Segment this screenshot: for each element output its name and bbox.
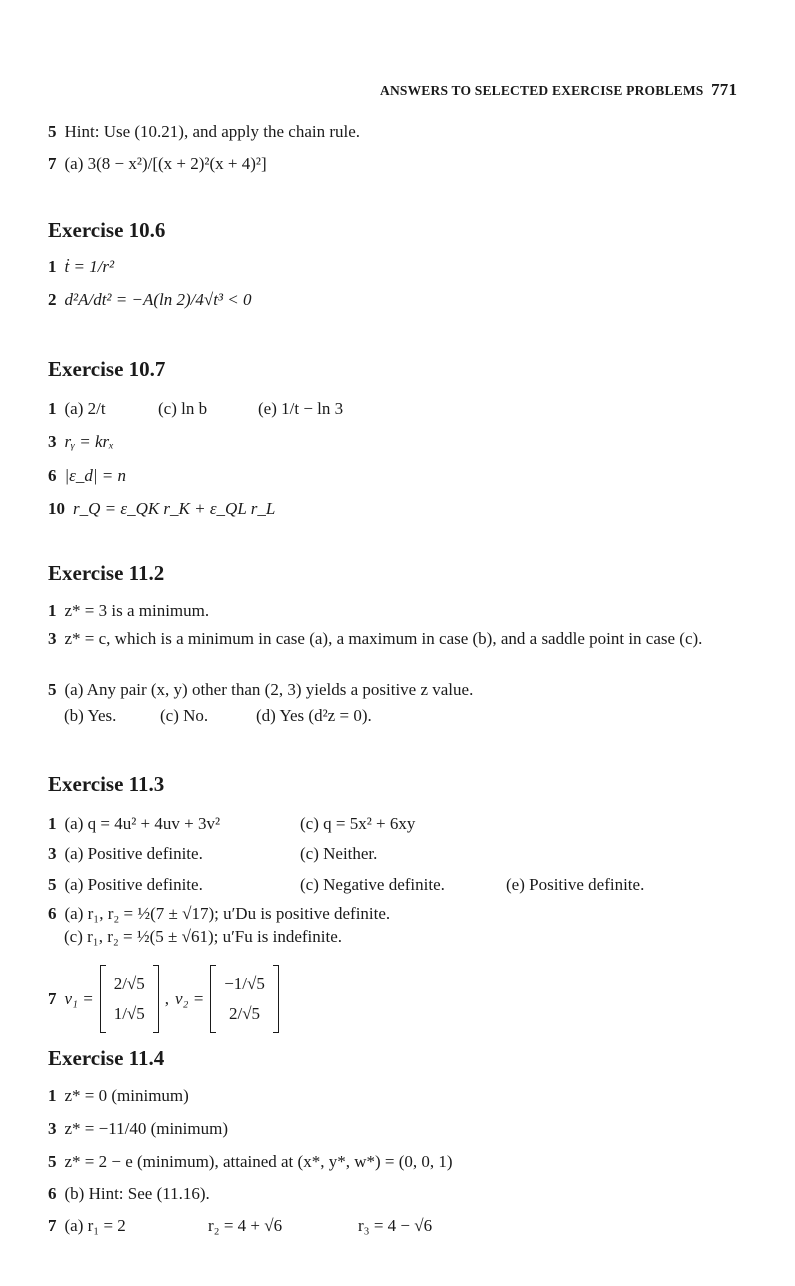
problem-number: 6 xyxy=(48,904,57,923)
section-title: Exercise 11.4 xyxy=(48,1046,165,1070)
answer-line xyxy=(48,498,275,520)
running-title: ANSWERS TO SELECTED EXERCISE PROBLEMS xyxy=(380,83,704,98)
answer-line xyxy=(48,121,360,143)
answer-text: Hint: Use (10.21), and apply the chain rule. xyxy=(64,122,361,141)
part-c: (c) ln b xyxy=(158,399,208,418)
matrix-cell: 2/√5 xyxy=(113,974,145,993)
root-2: r₂ = 4 + √6 xyxy=(208,1216,283,1235)
part-c: (c) No. xyxy=(160,706,209,725)
answer-text: (a) 3(8 − x²)/[(x + 2)²(x + 4)²] xyxy=(64,154,267,173)
section-title: Exercise 10.6 xyxy=(48,218,166,242)
answer-line xyxy=(48,1085,189,1107)
v1-matrix xyxy=(100,965,159,1033)
problem-number: 1 xyxy=(48,257,57,276)
answer-line xyxy=(48,289,252,311)
part-e: (e) 1/t − ln 3 xyxy=(258,399,344,418)
page-number: 771 xyxy=(711,80,738,99)
answer-line xyxy=(48,1183,210,1205)
problem-number: 7 xyxy=(48,989,57,1008)
part-d: (d) Yes (d²z = 0). xyxy=(256,706,372,725)
right-bracket xyxy=(153,965,159,1033)
problem-number: 5 xyxy=(48,680,57,699)
answer-line xyxy=(48,1215,648,1237)
separator: , xyxy=(164,989,169,1008)
answer-text: z* = −11/40 (minimum) xyxy=(64,1119,229,1138)
answer-text: ṫ = 1/r² xyxy=(64,257,115,276)
root-3: r₃ = 4 − √6 xyxy=(358,1216,433,1235)
part-c: (c) q = 5x² + 6xy xyxy=(300,814,416,833)
problem-number: 10 xyxy=(48,499,65,518)
problem-number: 1 xyxy=(48,399,57,418)
section-title: Exercise 11.3 xyxy=(48,772,165,796)
problem-number: 7 xyxy=(48,1216,57,1235)
v2-label: v₂ = xyxy=(175,989,205,1008)
problem-number: 5 xyxy=(48,122,57,141)
part-e: (e) Positive definite. xyxy=(506,875,645,894)
section-title: Exercise 10.7 xyxy=(48,357,166,381)
problem-number: 7 xyxy=(48,154,57,173)
part-c: (c) Neither. xyxy=(300,844,378,863)
part-a: (a) Positive definite. xyxy=(64,875,203,894)
answer-line xyxy=(64,926,342,948)
part-a: (a) q = 4u² + 4uv + 3v² xyxy=(64,814,221,833)
problem-number: 5 xyxy=(48,875,57,894)
part-a: (a) r₁, r₂ = ½(7 ± √17); u′Du is positive definite. xyxy=(64,904,391,923)
problem-number: 1 xyxy=(48,1086,57,1105)
problem-number: 2 xyxy=(48,290,57,309)
part-a: (a) 2/t xyxy=(64,399,106,418)
answer-text: z* = 3 is a minimum. xyxy=(64,601,210,620)
v1-label: v₁ = xyxy=(64,989,94,1008)
problem-number: 3 xyxy=(48,432,57,451)
answer-text: (b) Hint: See (11.16). xyxy=(64,1184,210,1203)
problem-number: 1 xyxy=(48,601,57,620)
answer-text: z* = c, which is a minimum in case (a), a maximum in case (b), and a saddle point in case (c). xyxy=(64,629,703,648)
matrix-cell: 1/√5 xyxy=(113,1004,145,1023)
answer-line xyxy=(48,465,126,487)
answer-line xyxy=(48,843,748,865)
running-head xyxy=(380,80,740,100)
answer-line xyxy=(48,431,114,453)
answer-paragraph xyxy=(48,628,743,649)
answer-line xyxy=(48,398,648,420)
answer-text: z* = 2 − e (minimum), attained at (x*, y*, w*) = (0, 0, 1) xyxy=(64,1152,453,1171)
answer-line xyxy=(48,813,748,835)
problem-number: 5 xyxy=(48,1152,57,1171)
matrix-cell: −1/√5 xyxy=(224,974,265,993)
problem-number: 3 xyxy=(48,1119,57,1138)
part-a: (a) r₁ = 2 xyxy=(64,1216,126,1235)
part-c: (c) r₁, r₂ = ½(5 ± √61); u′Fu is indefinite. xyxy=(64,927,342,946)
problem-number: 3 xyxy=(48,629,57,648)
answer-line xyxy=(48,1118,228,1140)
matrix-cell: 2/√5 xyxy=(228,1004,261,1023)
part-c: (c) Negative definite. xyxy=(300,875,445,894)
part-a: (a) Positive definite. xyxy=(64,844,203,863)
part-b: (b) Yes. xyxy=(64,706,117,725)
answer-line xyxy=(64,705,664,727)
answer-line xyxy=(48,600,209,622)
answer-text: d²A/dt² = −A(ln 2)/4√t³ < 0 xyxy=(64,290,252,309)
answer-text: |ε_d| = n xyxy=(64,466,127,485)
answer-text: r_Q = ε_QK r_K + ε_QL r_L xyxy=(73,499,276,518)
problem-number: 6 xyxy=(48,466,57,485)
answer-line xyxy=(48,903,390,925)
problem-number: 1 xyxy=(48,814,57,833)
part-a: (a) Any pair (x, y) other than (2, 3) yields a positive z value. xyxy=(64,680,474,699)
answer-line xyxy=(48,679,473,701)
section-title: Exercise 11.2 xyxy=(48,561,165,585)
answer-line xyxy=(48,1151,453,1173)
problem-number: 3 xyxy=(48,844,57,863)
right-bracket xyxy=(273,965,279,1033)
answer-line xyxy=(48,256,114,278)
v2-matrix xyxy=(210,965,279,1033)
answer-text: rᵧ = krₓ xyxy=(64,432,114,451)
answer-line xyxy=(48,153,267,175)
answer-text: z* = 0 (minimum) xyxy=(64,1086,189,1105)
answer-line xyxy=(48,874,748,896)
problem-number: 6 xyxy=(48,1184,57,1203)
eigenvector-answer xyxy=(48,964,448,1034)
